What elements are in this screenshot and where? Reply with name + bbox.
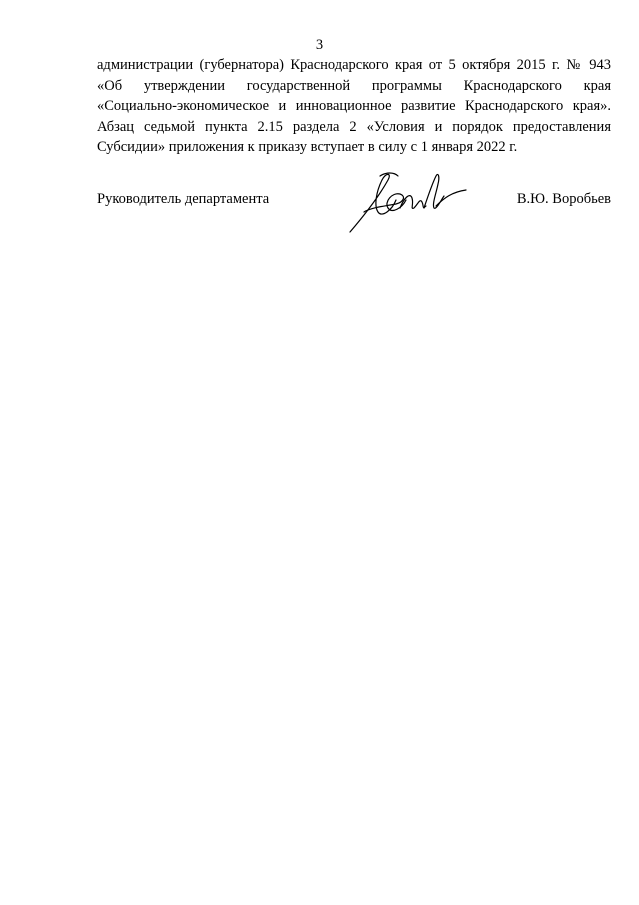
- body-line: «Об утверждении государственной программы Краснодарского края: [97, 77, 611, 94]
- signer-position: Руководитель департамента: [97, 191, 270, 207]
- handwritten-signature: [340, 168, 472, 236]
- body-line: Субсидии» приложения к приказу вступает в силу с 1 января 2022 г.: [97, 139, 518, 155]
- body-line: администрации (губернатора) Краснодарского края от 5 октября 2015 г. № 943: [97, 57, 611, 73]
- signer-name: В.Ю. Воробьев: [516, 191, 611, 207]
- body-line: «Социально-экономическое и инновационное развитие Краснодарского края».: [97, 98, 611, 114]
- page-number: 3: [315, 37, 324, 53]
- body-line: Абзац седьмой пункта 2.15 раздела 2 «Условия и порядок предоставления: [97, 118, 611, 135]
- body-paragraph: [97, 55, 611, 158]
